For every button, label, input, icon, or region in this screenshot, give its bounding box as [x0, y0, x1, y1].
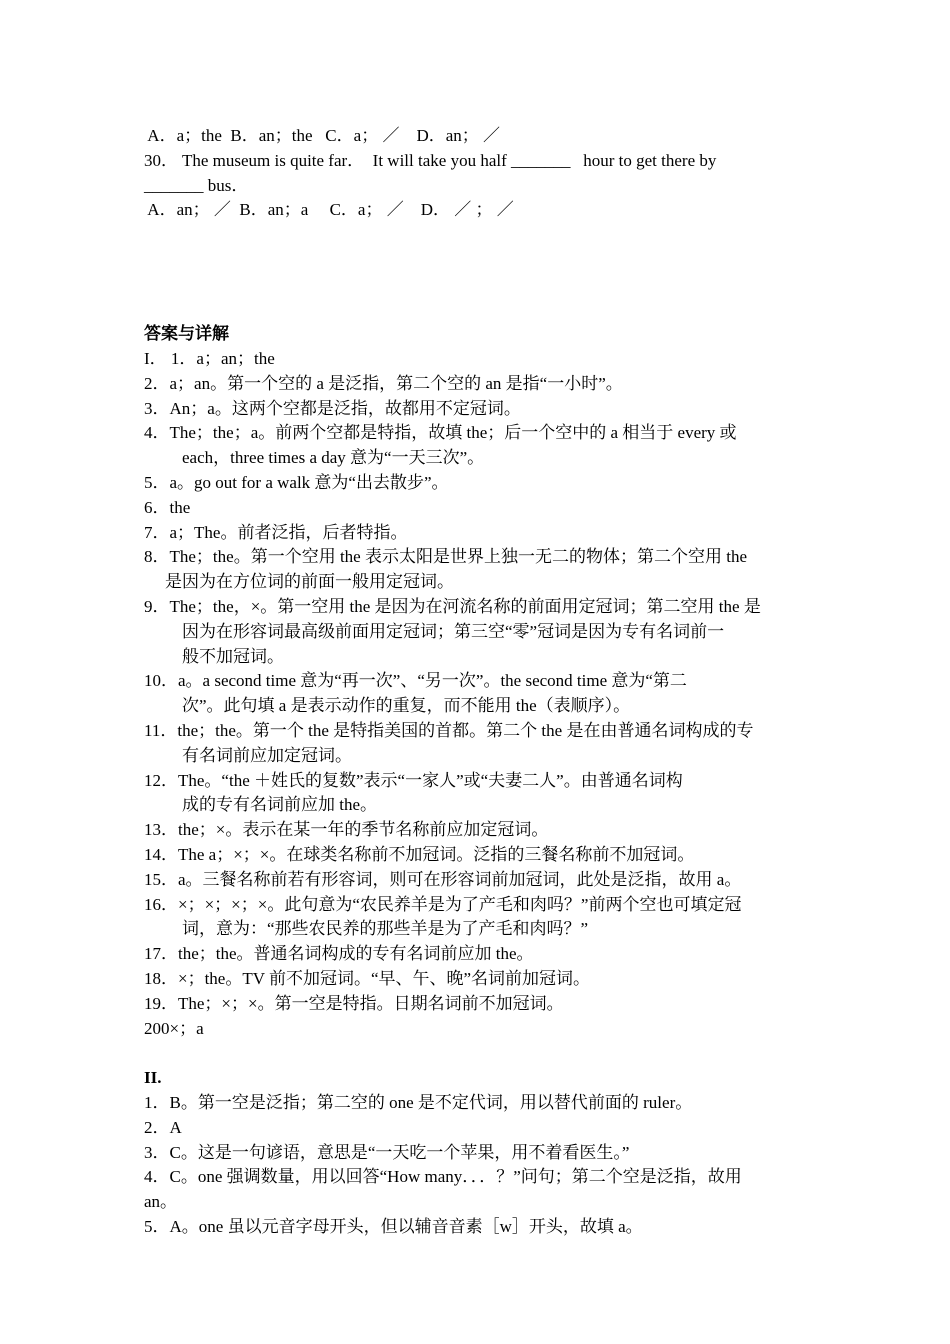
answer-line: 2．a；an。第一个空的 a 是泛指，第二个空的 an 是指“一小时”。 [144, 373, 623, 393]
spacer [144, 223, 808, 322]
page-content [144, 124, 808, 1240]
answer-line: 1．B。第一空是泛指；第二空的 one 是不定代词，用以替代前面的 ruler。 [144, 1093, 693, 1113]
answer-line: 17．the；the。普通名词构成的专有名词前应加 the。 [144, 944, 534, 964]
answer-line: 4．The；the；a。前两个空都是特指，故填 the；后一个空中的 a 相当于 every 或 [144, 423, 737, 443]
answer-line: 7．a；The。前者泛指，后者特指。 [144, 522, 408, 542]
answer-line: I． 1．a；an；the [144, 348, 275, 368]
answer-line: 200×；a [144, 1018, 204, 1038]
answer-line: 12．The。“the ＋姓氏的复数”表示“一家人”或“夫妻二人”。由普通名词构 [144, 770, 683, 790]
answer-line: 13．the；×。表示在某一年的季节名称前应加定冠词。 [144, 820, 549, 840]
answer-line: 3．C。这是一句谚语，意思是“一天吃一个苹果，用不着看医生。” [144, 1142, 630, 1162]
answer-line: 6．the [144, 497, 191, 517]
answers-heading: 答案与详解 [144, 324, 229, 344]
answer-line-continued: 因为在形容词最高级前面用定冠词；第三空“零”冠词是因为专有名词前一 [182, 621, 725, 641]
section-2-heading: II. [144, 1068, 162, 1088]
spacer [144, 1041, 808, 1066]
answer-line-continued: 是因为在方位词的前面一般用定冠词。 [165, 572, 454, 592]
answer-line: 19．The；×；×。第一空是特指。日期名词前不加冠词。 [144, 993, 564, 1013]
question-30-options: A．an； ／ B．an；a C．a； ／ D． ／ ； ／ [144, 200, 514, 220]
answer-line: 16．×；×；×；×。此句意为“农民养羊是为了产毛和肉吗？”前两个空也可填定冠 [144, 894, 742, 914]
answer-line: 2．A [144, 1117, 182, 1137]
answer-line-continued: 成的专有名词前应加 the。 [182, 795, 378, 815]
answer-line: 11．the；the。第一个 the 是特指美国的首都。第二个 the 是在由普通名词构成的专 [144, 720, 754, 740]
answer-line: 8．The；the。第一个空用 the 表示太阳是世界上独一无二的物体；第二个空用 the [144, 547, 747, 567]
answer-line: 5．A。one 虽以元音字母开头，但以辅音音素［w］开头，故填 a。 [144, 1217, 643, 1237]
answer-line: 10．a。a second time 意为“再一次”、“另一次”。the second time 意为“第二 [144, 671, 687, 691]
answer-line: 15．a。三餐名称前若有形容词，则可在形容词前加冠词，此处是泛指，故用 a。 [144, 869, 742, 889]
question-30-line-continued: _______ bus． [144, 175, 249, 195]
answer-line: 9．The；the，×。第一空用 the 是因为在河流名称的前面用定冠词；第二空用 the 是 [144, 596, 761, 616]
answer-line-continued: each，three times a day 意为“一天三次”。 [182, 448, 485, 468]
answer-line-continued: an。 [144, 1192, 178, 1212]
answer-line: 18．×；the。TV 前不加冠词。“早、午、晚”名词前加冠词。 [144, 968, 591, 988]
answer-line-continued: 词，意为：“那些农民养的那些羊是为了产毛和肉吗？” [182, 919, 589, 939]
answer-line: 14．The a；×；×。在球类名称前不加冠词。泛指的三餐名称前不加冠词。 [144, 844, 695, 864]
answer-line: 4．C。one 强调数量，用以回答“How many．．．？”问句；第二个空是泛指，故用 [144, 1167, 742, 1187]
answer-line-continued: 次”。此句填 a 是表示动作的重复，而不能用 the（表顺序）。 [182, 696, 631, 716]
answer-line: 5．a。go out for a walk 意为“出去散步”。 [144, 472, 449, 492]
question-29-options: A．a；the B．an；the C．a； ／ D．an； ／ [144, 126, 501, 145]
question-30-line: 30． The museum is quite far． It will take you half _______ hour to get there by [144, 150, 717, 170]
answer-line-continued: 般不加冠词。 [182, 646, 284, 666]
answer-line-continued: 有名词前应加定冠词。 [182, 745, 352, 765]
answer-line: 3．An；a。这两个空都是泛指，故都用不定冠词。 [144, 398, 521, 418]
